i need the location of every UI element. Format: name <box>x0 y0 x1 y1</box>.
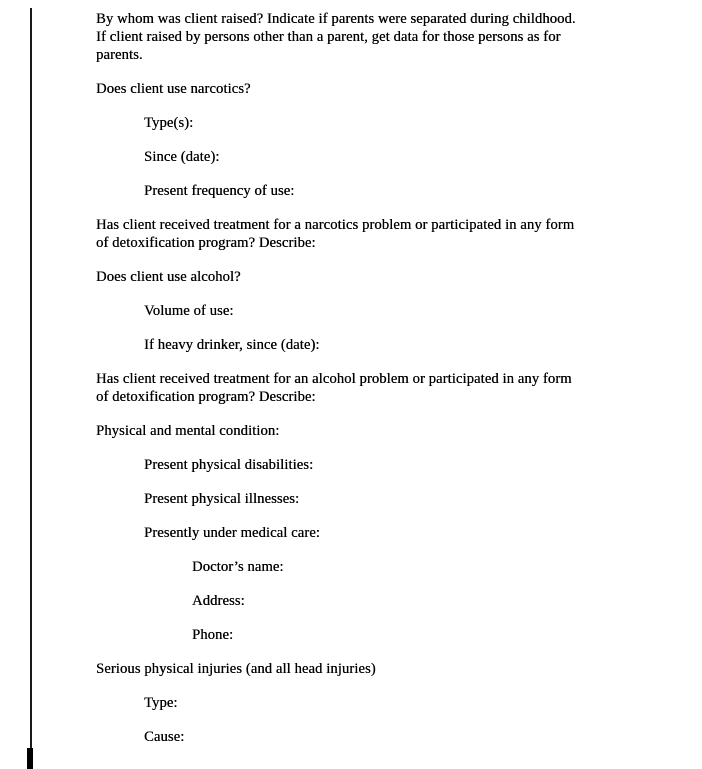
intro-note-line-2: If client raised by persons other than a parent, get data for those persons as for <box>96 29 561 45</box>
field-doctor-phone: Phone: <box>192 627 234 643</box>
field-narcotics-frequency: Present frequency of use: <box>144 183 295 199</box>
field-under-medical-care: Presently under medical care: <box>144 525 320 541</box>
field-narcotics-since-date: Since (date): <box>144 149 220 165</box>
field-injury-cause: Cause: <box>144 729 185 745</box>
field-narcotics-types: Type(s): <box>144 115 194 131</box>
heading-serious-injuries: Serious physical injuries (and all head injuries) <box>96 661 376 677</box>
field-alcohol-heavy-since-date: If heavy drinker, since (date): <box>144 337 320 353</box>
question-alcohol-treatment-line-2: of detoxification program? Describe: <box>96 389 316 405</box>
field-doctor-name: Doctor’s name: <box>192 559 284 575</box>
question-narcotics-treatment-line-1: Has client received treatment for a narcotics problem or participated in any form <box>96 217 575 233</box>
intro-note-line-1: By whom was client raised? Indicate if parents were separated during childhood. <box>96 11 576 27</box>
field-present-illnesses: Present physical illnesses: <box>144 491 300 507</box>
question-use-narcotics: Does client use narcotics? <box>96 81 251 97</box>
field-doctor-address: Address: <box>192 593 245 609</box>
intro-note-line-3: parents. <box>96 47 143 63</box>
scan-edge-line <box>30 8 32 769</box>
field-injury-type: Type: <box>144 695 178 711</box>
field-alcohol-volume: Volume of use: <box>144 303 234 319</box>
scan-edge-ink-mark <box>27 748 33 769</box>
question-use-alcohol: Does client use alcohol? <box>96 269 241 285</box>
question-alcohol-treatment-line-1: Has client received treatment for an alcohol problem or participated in any form <box>96 371 572 387</box>
question-narcotics-treatment-line-2: of detoxification program? Describe: <box>96 235 316 251</box>
field-present-disabilities: Present physical disabilities: <box>144 457 314 473</box>
heading-physical-mental-condition: Physical and mental condition: <box>96 423 280 439</box>
